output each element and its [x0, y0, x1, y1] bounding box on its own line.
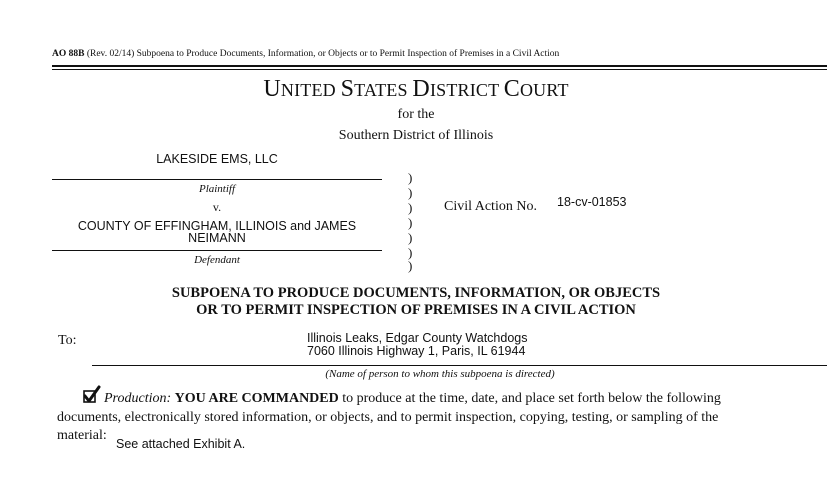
versus: v. — [212, 200, 222, 214]
header-rule-thick — [52, 65, 827, 67]
caption-paren: ) — [408, 215, 413, 230]
defendant-role: Defendant — [194, 254, 240, 266]
caption-paren: ) — [408, 245, 413, 260]
to-label: To: — [58, 333, 77, 348]
caption-paren: ) — [408, 185, 413, 200]
production-paragraph — [57, 389, 777, 427]
recipient-rule — [92, 365, 827, 366]
exhibit-reference: See attached Exhibit A. — [116, 437, 246, 451]
form-header — [52, 49, 559, 59]
subpoena-title — [0, 285, 832, 319]
plaintiff-rule — [52, 179, 382, 180]
production-command: YOU ARE COMMANDED — [174, 391, 339, 406]
court-name: UNITED STATES DISTRICT COURT — [263, 76, 569, 102]
material-label: material: — [57, 428, 107, 443]
subpoena-title-line2: OR TO PERMIT INSPECTION OF PREMISES IN A CIVIL ACTION — [196, 302, 636, 318]
recipient-address: 7060 Illinois Highway 1, Paris, IL 61944 — [307, 344, 526, 358]
form-code: AO 88B — [52, 49, 85, 59]
district-name: Southern District of Illinois — [338, 128, 494, 143]
subpoena-title-line1: SUBPOENA TO PRODUCE DOCUMENTS, INFORMATION, OR OBJECTS — [171, 285, 661, 301]
plaintiff-name: LAKESIDE EMS, LLC — [156, 152, 278, 166]
recipient-name: Illinois Leaks, Edgar County Watchdogs — [307, 331, 528, 345]
plaintiff-role: Plaintiff — [198, 183, 236, 195]
header-rule-thin — [52, 69, 827, 70]
caption-paren: ) — [408, 170, 413, 185]
recipient-block — [307, 332, 527, 358]
caption-paren: ) — [408, 258, 413, 273]
recipient-caption: (Name of person to whom this subpoena is directed) — [325, 368, 555, 380]
form-description: Subpoena to Produce Documents, Information, or Objects or to Permit Inspection of Premises in a Civil Action — [136, 49, 560, 59]
caption-paren: ) — [408, 200, 413, 215]
for-the: for the — [397, 107, 435, 122]
caption-paren: ) — [408, 230, 413, 245]
checkmark-icon — [82, 385, 102, 409]
defendant-name: COUNTY OF EFFINGHAM, ILLINOIS and JAMES NEIMANN — [77, 219, 357, 245]
civil-action-label: Civil Action No. — [444, 199, 537, 214]
form-revision: (Rev. 02/14) — [86, 49, 135, 59]
production-body: to produce at the time, date, and place set forth below the following documents, electronically stored information, or objects, and to permit inspection, copying, testing, or sampling of the — [57, 391, 721, 425]
defendant-rule — [52, 250, 382, 251]
civil-action-number: 18-cv-01853 — [557, 195, 627, 209]
production-label: Production: — [104, 391, 172, 406]
